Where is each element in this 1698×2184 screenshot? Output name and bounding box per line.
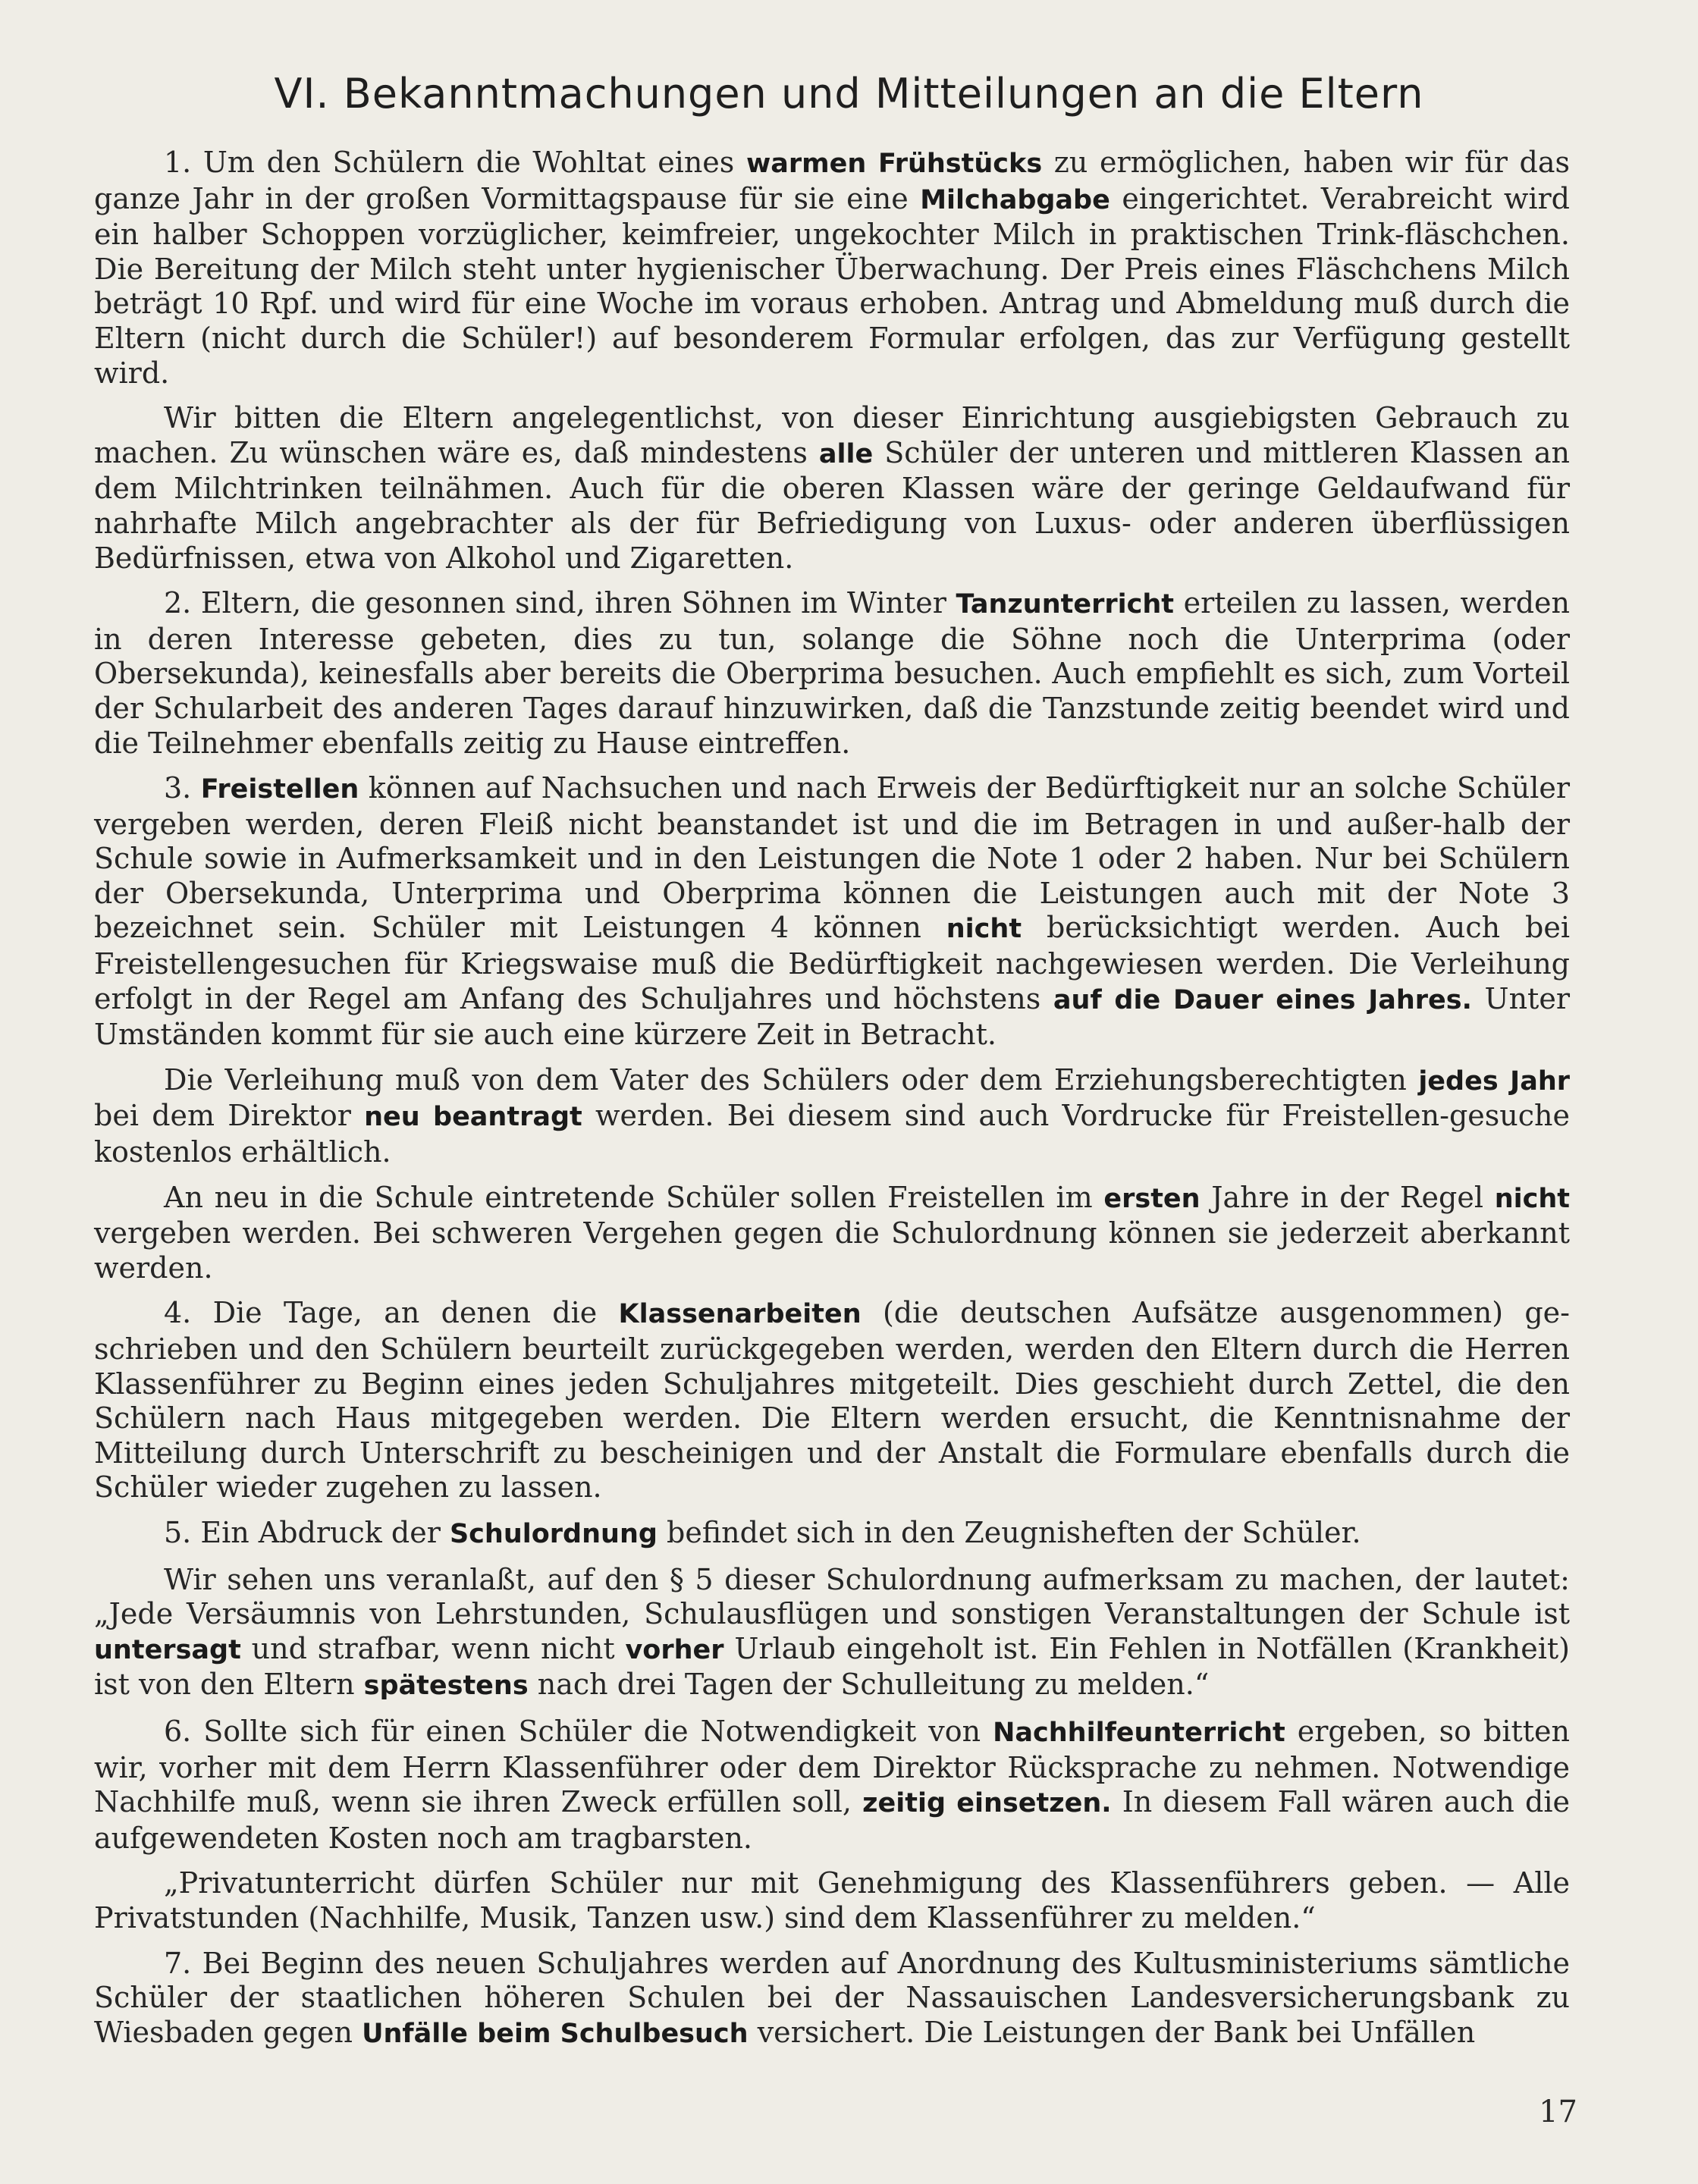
paragraph-5-schulordnung: 5. Ein Abdruck der Schulordnung befindet sich in den Zeugnisheften der Schüler. (164, 1515, 1361, 1549)
paragraph-3-freistellen: 3. Freistellen können auf Nachsuchen und nach Erweis der Bedürftigkeit nur an solche Schüler vergeben werden, deren Fleiß nicht beanstandet ist und die im Betragen in und außer-halb der Schule sowie in Aufmerksamkeit und in den Leistungen die Note 1 oder 2 haben. Nur bei Schülern der Obersekunda, Unterprima und Oberprima können die Leistungen auch mit der Note 3 bezeichnet sein. Schüler mit Leistungen 4 können nicht berücksichtigt werden. Auch bei Freistellengesuchen für Kriegswaise muß die Bedürftigkeit nachgewiesen werden. Die Verleihung erfolgt in der Regel am Anfang des Schuljahres und höchstens auf die Dauer eines Jahres. Unter Umständen kommt für sie auch eine kürzere Zeit in Betracht. (94, 771, 1571, 1052)
page-number: 17 (1539, 2095, 1577, 2129)
paragraph-verleihung: Die Verleihung muß von dem Vater des Schülers oder dem Erziehungsberechtigten jedes Jahr bei dem Direktor neu beantragt werden. Bei diesem sind auch Vordrucke für Freistellen-gesuche kostenlos erhältlich. (94, 1062, 1570, 1169)
paragraph-2-tanzunterricht: 2. Eltern, die gesonnen sind, ihren Söhnen im Winter Tanzunterricht erteilen zu lassen, werden in deren Interesse gebeten, dies zu tun, solange die Söhne noch die Unterprima (oder Obersekunda), keinesfalls aber bereits die Oberprima besuchen. Auch empfiehlt es sich, zum Vorteil der Schularbeit des anderen Tages darauf hinzuwirken, daß die Tanzstunde zeitig beendet wird und die Teilnehmer ebenfalls zeitig zu Hause eintreffen. (94, 586, 1571, 760)
paragraph-4-klassenarbeiten: 4. Die Tage, an denen die Klassenarbeiten (die deutschen Aufsätze ausgenommen) ge-schrieben und den Schülern beurteilt zurückgegeben werden, werden den Eltern durch die Herren Klassenführer zu Beginn eines jeden Schuljahres mitgeteilt. Dies geschieht durch Zettel, die den Schülern nach Haus mitgegeben werden. Die Eltern werden ersucht, die Kenntnisnahme der Mitteilung durch Unterschrift zu bescheinigen und der Anstalt die Formulare ebenfalls durch die Schüler wieder zugehen zu lassen. (94, 1296, 1570, 1505)
page-title: VI. Bekanntmachungen und Mitteilungen an die Eltern (274, 70, 1424, 118)
paragraph-paragraf-5: Wir sehen uns veranlaßt, auf den § 5 dieser Schulordnung aufmerksam zu machen, der lautet: „Jede Versäumnis von Lehrstunden, Schulausflügen und sonstigen Veranstaltungen der Schule ist untersagt und strafbar, wenn nicht vorher Urlaub eingeholt ist. Ein Fehlen in Notfällen (Krankheit) ist von den Eltern spätestens nach drei Tagen der Schulleitung zu melden.“ (94, 1562, 1570, 1702)
paragraph-milch-bitte: Wir bitten die Eltern angelegentlichst, von dieser Einrichtung ausgiebigsten Gebrauch zu machen. Zu wünschen wäre es, daß mindestens alle Schüler der unteren und mittleren Klassen an dem Milchtrinken teilnähmen. Auch für die oberen Klassen wäre der geringe Geldaufwand für nahrhafte Milch angebrachter als der für Befriedigung von Luxus- oder anderen überflüssigen Bedürfnissen, etwa von Alkohol und Zigaretten. (94, 401, 1570, 575)
paragraph-6-nachhilfe: 6. Sollte sich für einen Schüler die Notwendigkeit von Nachhilfeunterricht ergeben, so bitten wir, vorher mit dem Herrn Klassenführer oder dem Direktor Rücksprache zu nehmen. Notwendige Nachhilfe muß, wenn sie ihren Zweck erfüllen soll, zeitig einsetzen. In diesem Fall wären auch die aufgewendeten Kosten noch am tragbarsten. (94, 1714, 1571, 1855)
paragraph-7-unfallversicherung: 7. Bei Beginn des neuen Schuljahres werden auf Anordnung des Kultusministeriums sämtliche Schüler der staatlichen höheren Schulen bei der Nassauischen Landesversicherungsbank zu Wiesbaden gegen Unfälle beim Schulbesuch versichert. Die Leistungen der Bank bei Unfällen (94, 1946, 1570, 2049)
paragraph-privatunterricht: „Privatunterricht dürfen Schüler nur mit Genehmigung des Klassenführers geben. — Alle Privatstunden (Nachhilfe, Musik, Tanzen usw.) sind dem Klassenführer zu melden.“ (94, 1866, 1570, 1935)
document-body (94, 146, 1570, 2051)
paragraph-1-fruehstueck: 1. Um den Schülern die Wohltat eines warmen Frühstücks zu ermöglichen, haben wir für das ganze Jahr in der großen Vormittagspause für sie eine Milchabgabe eingerichtet. Verabreicht wird ein halber Schoppen vorzüglicher, keimfreier, ungekochter Milch in praktischen Trink-fläschchen. Die Bereitung der Milch steht unter hygienischer Überwachung. Der Preis eines Fläschchens Milch beträgt 10 Rpf. und wird für eine Woche im voraus erhoben. Antrag und Abmeldung muß durch die Eltern (nicht durch die Schüler!) auf besonderem Formular erfolgen, das zur Verfügung gestellt wird. (94, 146, 1570, 390)
paragraph-neue-schueler: An neu in die Schule eintretende Schüler sollen Freistellen im ersten Jahre in der Regel nicht vergeben werden. Bei schweren Vergehen gegen die Schulordnung können sie jederzeit aberkannt werden. (94, 1180, 1570, 1285)
